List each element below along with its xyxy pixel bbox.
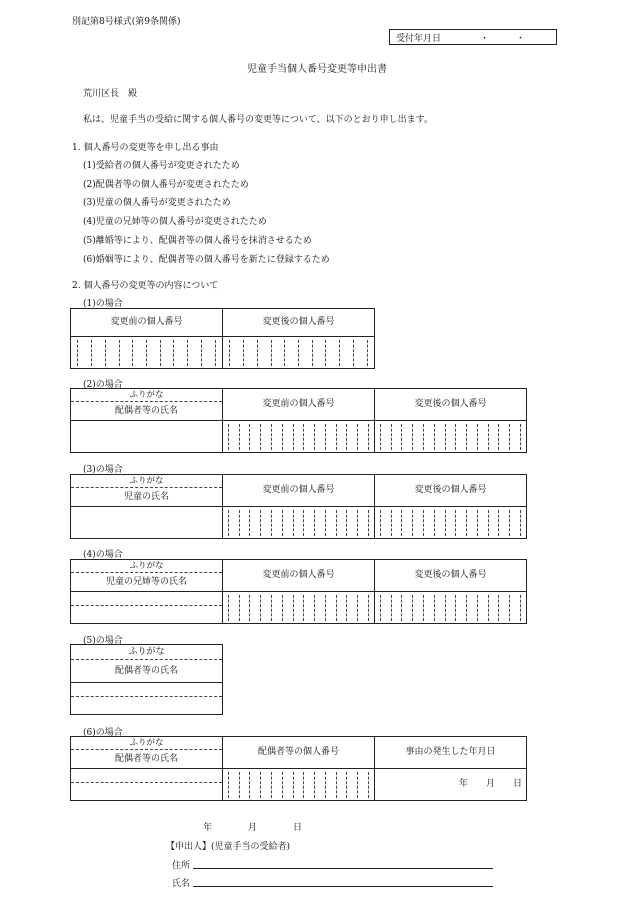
case3-before-number-field[interactable] (223, 507, 375, 539)
case4-furigana-label: ふりがな (129, 560, 164, 571)
case4-name-field[interactable] (71, 592, 223, 624)
case6-label: (6)の場合 (83, 728, 123, 738)
case2-furigana-label: ふりがな (129, 389, 164, 400)
case6-number-field[interactable] (223, 769, 375, 801)
case4-after-number-field[interactable] (375, 592, 527, 624)
case6-date-field[interactable]: 年 月 日 (375, 769, 527, 801)
case3-table (70, 474, 527, 539)
case4-table (70, 559, 527, 624)
case1-label: (1)の場合 (83, 299, 123, 309)
case1-before-header: 変更前の個人番号 (71, 309, 223, 337)
case6-furigana-label: ふりがな (129, 737, 164, 748)
case1-before-number-field[interactable] (71, 337, 223, 369)
receipt-date-dots: ・ ・ (480, 34, 526, 44)
case6-date-header: 事由の発生した年月日 (375, 737, 527, 769)
case5-name-label: 配偶者等の氏名 (71, 659, 222, 682)
case1-after-number-field[interactable] (223, 337, 375, 369)
case2-before-number-field[interactable] (223, 421, 375, 453)
case4-label: (4)の場合 (83, 550, 123, 560)
case3-label: (3)の場合 (83, 465, 123, 475)
case4-before-number-field[interactable] (223, 592, 375, 624)
reason-1: (1)受給者の個人番号が変更されたため (83, 161, 240, 171)
case5-label: (5)の場合 (83, 636, 123, 646)
case6-number-header: 配偶者等の個人番号 (223, 737, 375, 769)
reason-3: (3)児童の個人番号が変更されたため (83, 198, 231, 208)
name-field[interactable] (193, 886, 493, 887)
reason-6: (6)婚姻等により、配偶者等の個人番号を新たに登録するため (83, 255, 330, 265)
reason-2: (2)配偶者等の個人番号が変更されたため (83, 180, 249, 190)
case3-name-field[interactable] (71, 507, 223, 539)
case5-furigana-label: ふりがな (128, 647, 165, 657)
case5-table (70, 644, 223, 715)
case2-before-header: 変更前の個人番号 (223, 389, 375, 421)
receipt-date-label: 受付年月日 (396, 34, 442, 44)
intro-text: 私は、児童手当の受給に関する個人番号の変更等について、以下のとおり申し出ます。 (83, 115, 433, 125)
case2-table (70, 388, 527, 453)
case6-name-label: 配偶者等の氏名 (71, 749, 222, 768)
section1-heading: 1. 個人番号の変更等を申し出る事由 (72, 143, 219, 153)
section2-heading: 2. 個人番号の変更等の内容について (72, 281, 219, 291)
case1-table (70, 308, 375, 369)
page-title: 児童手当個人番号変更等申出書 (247, 64, 387, 75)
case4-name-label: 児童の兄姉等の氏名 (71, 572, 222, 591)
address-label: 住所 (172, 861, 191, 871)
case2-name-label: 配偶者等の氏名 (71, 401, 222, 420)
case2-after-number-field[interactable] (375, 421, 527, 453)
addressee: 荒川区長 殿 (83, 89, 138, 99)
case3-before-header: 変更前の個人番号 (223, 475, 375, 507)
case6-table (70, 736, 527, 801)
receipt-date-box (389, 29, 557, 45)
name-label: 氏名 (172, 879, 191, 889)
case3-after-header: 変更後の個人番号 (375, 475, 527, 507)
case4-before-header: 変更前の個人番号 (223, 560, 375, 592)
case3-name-label: 児童の氏名 (71, 487, 222, 506)
reason-4: (4)児童の兄姉等の個人番号が変更されたため (83, 217, 267, 227)
case5-name-field[interactable] (71, 683, 223, 715)
address-field[interactable] (193, 868, 493, 869)
case6-name-field[interactable] (71, 769, 223, 801)
submission-date: 年 月 日 (203, 823, 303, 833)
case3-after-number-field[interactable] (375, 507, 527, 539)
case2-after-header: 変更後の個人番号 (375, 389, 527, 421)
reason-5: (5)離婚等により、配偶者等の個人番号を抹消させるため (83, 236, 312, 246)
applicant-label: 【申出人】(児童手当の受給者) (166, 842, 291, 852)
case4-after-header: 変更後の個人番号 (375, 560, 527, 592)
form-id: 別記第8号様式(第9条関係) (72, 17, 181, 27)
case2-name-field[interactable] (71, 421, 223, 453)
case1-after-header: 変更後の個人番号 (223, 309, 375, 337)
case2-label: (2)の場合 (83, 380, 123, 390)
case3-furigana-label: ふりがな (129, 475, 164, 486)
